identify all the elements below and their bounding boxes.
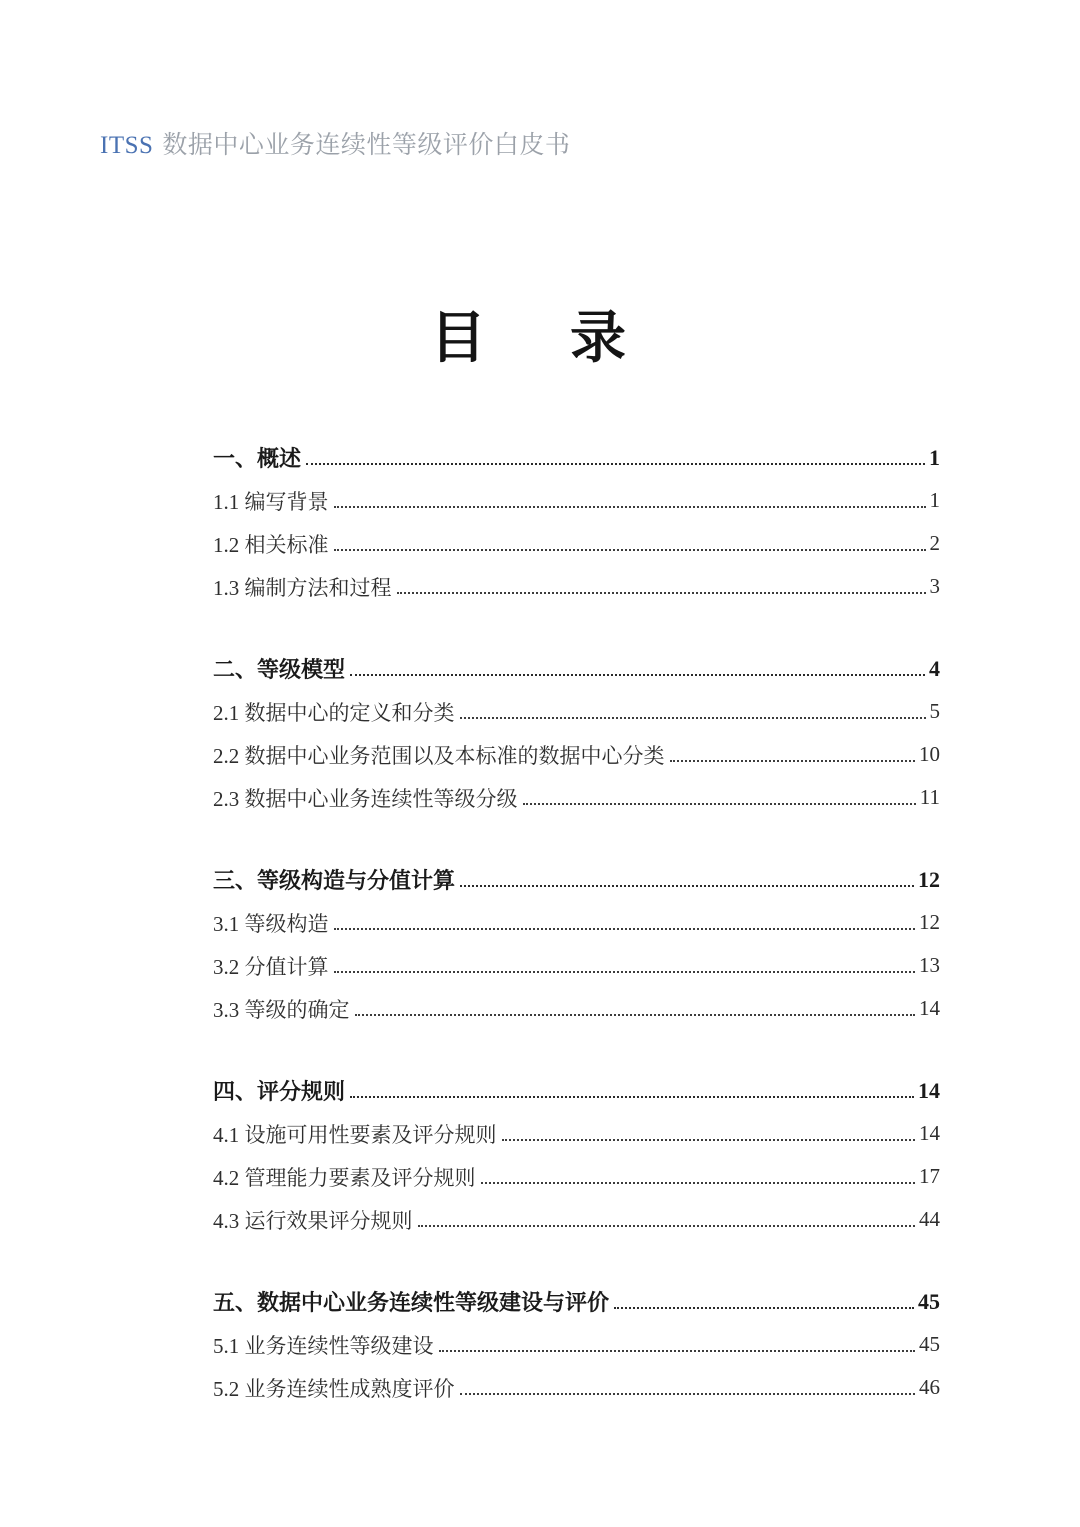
toc-title-char-1: 目 (430, 308, 486, 370)
toc-entry-label: 四、评分规则 (213, 1079, 346, 1104)
dotted-leader (614, 1307, 914, 1309)
toc-entry-label: 4.1 设施可用性要素及评分规则 (213, 1122, 497, 1147)
toc-entry-page: 10 (919, 742, 940, 766)
toc-entry-label: 3.3 等级的确定 (213, 997, 350, 1022)
toc-entry-label: 4.3 运行效果评分规则 (213, 1208, 413, 1233)
toc-entry-page: 12 (918, 866, 940, 892)
dotted-leader (397, 592, 926, 594)
toc-entry-page: 5 (929, 699, 940, 723)
dotted-leader (502, 1139, 916, 1141)
toc-entry[interactable] (213, 1112, 940, 1155)
toc-entry-page: 12 (919, 910, 940, 934)
dotted-leader (350, 1096, 914, 1098)
toc-entry[interactable] (213, 565, 940, 608)
toc-section-heading[interactable] (213, 647, 940, 690)
dotted-leader (334, 506, 926, 508)
dotted-leader (481, 1182, 916, 1184)
toc-entry-label: 3.1 等级构造 (213, 911, 329, 936)
toc-section-heading[interactable] (213, 436, 940, 479)
dotted-leader (523, 803, 916, 805)
toc-entry[interactable] (213, 987, 940, 1030)
dotted-leader (306, 463, 925, 465)
running-header (100, 129, 570, 162)
toc-entry-label: 2.1 数据中心的定义和分类 (213, 700, 455, 725)
toc-entry[interactable] (213, 1198, 940, 1241)
toc-section-heading[interactable] (213, 1069, 940, 1112)
toc-entry-page: 45 (918, 1288, 940, 1314)
toc-entry-page: 4 (929, 655, 940, 681)
toc-title-char-2: 录 (570, 308, 626, 370)
toc-section-heading[interactable] (213, 1280, 940, 1323)
toc-entry[interactable] (213, 901, 940, 944)
toc-entry-page: 14 (918, 1077, 940, 1103)
itss-brand-text: ITSS (100, 132, 154, 159)
toc-entry-page: 13 (919, 953, 940, 977)
toc-section-heading[interactable] (213, 858, 940, 901)
toc-entry-label: 1.2 相关标准 (213, 532, 329, 557)
toc-entry-page: 14 (919, 996, 940, 1020)
toc-entry[interactable] (213, 776, 940, 819)
toc-entry-page: 14 (919, 1121, 940, 1145)
toc-entry-label: 5.2 业务连续性成熟度评价 (213, 1376, 455, 1401)
toc-entry-label: 2.2 数据中心业务范围以及本标准的数据中心分类 (213, 743, 665, 768)
toc-entry-page: 45 (919, 1332, 940, 1356)
toc-entry-label: 3.2 分值计算 (213, 954, 329, 979)
dotted-leader (355, 1014, 916, 1016)
toc-entry-page: 1 (929, 444, 940, 470)
toc-entry[interactable] (213, 733, 940, 776)
dotted-leader (670, 760, 916, 762)
toc-entry[interactable] (213, 1155, 940, 1198)
dotted-leader (439, 1350, 916, 1352)
toc-page-title (0, 294, 1068, 374)
toc-entry-page: 3 (929, 574, 940, 598)
toc-entry-label: 一、概述 (213, 446, 302, 471)
dotted-leader (418, 1225, 916, 1227)
toc-entry[interactable] (213, 522, 940, 565)
toc-entry-label: 2.3 数据中心业务连续性等级分级 (213, 786, 518, 811)
toc-entry[interactable] (213, 1366, 940, 1409)
document-title-text: 数据中心业务连续性等级评价白皮书 (162, 131, 571, 159)
toc-entry[interactable] (213, 690, 940, 733)
dotted-leader (350, 674, 925, 676)
toc-entry[interactable] (213, 479, 940, 522)
dotted-leader (460, 885, 914, 887)
toc-entry[interactable] (213, 944, 940, 987)
table-of-contents (213, 436, 940, 1409)
dotted-leader (334, 971, 916, 973)
toc-entry-page: 11 (919, 785, 940, 809)
toc-entry-label: 二、等级模型 (213, 657, 346, 682)
toc-entry-label: 三、等级构造与分值计算 (213, 868, 456, 893)
dotted-leader (460, 1393, 916, 1395)
toc-entry[interactable] (213, 1323, 940, 1366)
toc-entry-label: 1.1 编写背景 (213, 489, 329, 514)
dotted-leader (334, 549, 926, 551)
toc-entry-label: 5.1 业务连续性等级建设 (213, 1333, 434, 1358)
toc-entry-page: 44 (919, 1207, 940, 1231)
toc-entry-page: 17 (919, 1164, 940, 1188)
toc-entry-page: 46 (919, 1375, 940, 1399)
toc-entry-label: 1.3 编制方法和过程 (213, 575, 392, 600)
dotted-leader (334, 928, 916, 930)
dotted-leader (460, 717, 926, 719)
toc-entry-page: 2 (929, 531, 940, 555)
toc-entry-page: 1 (929, 488, 940, 512)
toc-entry-label: 五、数据中心业务连续性等级建设与评价 (213, 1290, 610, 1315)
toc-entry-label: 4.2 管理能力要素及评分规则 (213, 1165, 476, 1190)
